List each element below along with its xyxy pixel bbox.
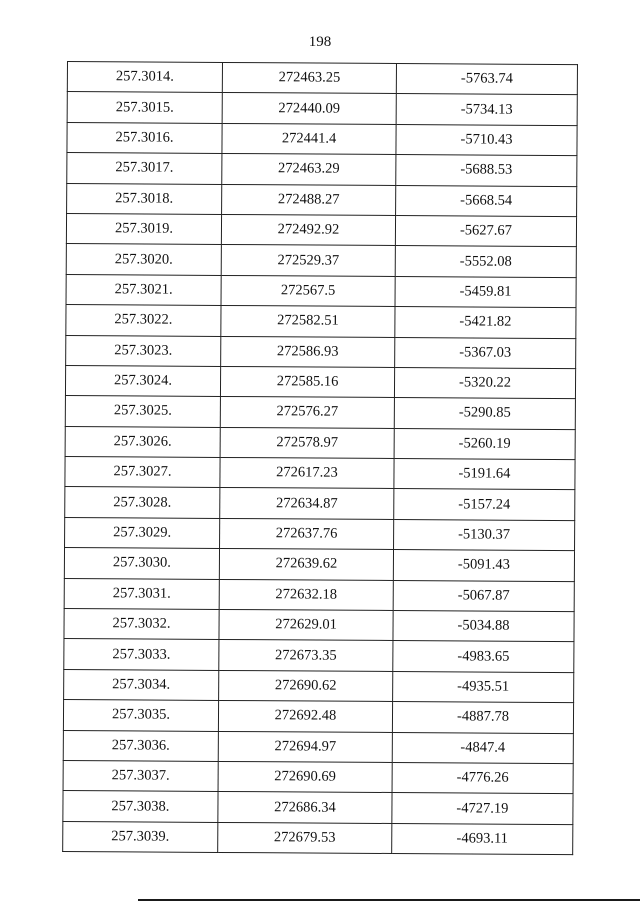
table-row (65, 396, 575, 430)
point-id-cell: 257.3026. (65, 426, 220, 457)
y-coordinate-cell: -5130.37 (394, 519, 575, 550)
table-row (63, 791, 573, 825)
x-coordinate-cell: 272694.97 (218, 731, 392, 762)
y-coordinate-cell: -5710.43 (396, 124, 577, 155)
x-coordinate-cell: 272639.62 (219, 549, 393, 580)
x-coordinate-cell: 272617.23 (220, 458, 394, 489)
table-row (63, 730, 573, 764)
point-id-cell: 257.3022. (66, 305, 221, 336)
y-coordinate-cell: -5034.88 (393, 611, 574, 642)
point-id-cell: 257.3018. (67, 183, 222, 214)
table-row (65, 517, 575, 551)
point-id-cell: 257.3014. (67, 62, 222, 93)
y-coordinate-cell: -5290.85 (394, 398, 575, 429)
bottom-rule (138, 899, 640, 901)
point-id-cell: 257.3017. (67, 153, 222, 184)
y-coordinate-cell: -4983.65 (393, 641, 574, 672)
point-id-cell: 257.3031. (64, 578, 219, 609)
y-coordinate-cell: -4935.51 (393, 671, 574, 702)
point-id-cell: 257.3027. (65, 457, 220, 488)
point-id-cell: 257.3034. (64, 669, 219, 700)
x-coordinate-cell: 272586.93 (221, 336, 395, 367)
point-id-cell: 257.3028. (65, 487, 220, 518)
table-row (65, 426, 575, 460)
point-id-cell: 257.3019. (66, 213, 221, 244)
table-row (64, 639, 574, 673)
table-row (67, 92, 577, 126)
point-id-cell: 257.3035. (63, 700, 218, 731)
table-row (66, 244, 576, 278)
table-row (66, 213, 576, 247)
point-id-cell: 257.3038. (63, 791, 218, 822)
point-id-cell: 257.3033. (64, 639, 219, 670)
x-coordinate-cell: 272441.4 (222, 123, 396, 154)
table-row (67, 183, 577, 217)
table-row (64, 609, 574, 643)
x-coordinate-cell: 272440.09 (222, 93, 396, 124)
x-coordinate-cell: 272492.92 (221, 214, 395, 245)
x-coordinate-cell: 272529.37 (221, 245, 395, 276)
coordinates-table (62, 61, 578, 855)
y-coordinate-cell: -5091.43 (393, 550, 574, 581)
y-coordinate-cell: -5459.81 (395, 276, 576, 307)
point-id-cell: 257.3015. (67, 92, 222, 123)
y-coordinate-cell: -4776.26 (392, 762, 573, 793)
x-coordinate-cell: 272567.5 (221, 275, 395, 306)
y-coordinate-cell: -4847.4 (392, 732, 573, 763)
y-coordinate-cell: -5552.08 (395, 246, 576, 277)
x-coordinate-cell: 272632.18 (219, 579, 393, 610)
x-coordinate-cell: 272585.16 (220, 366, 394, 397)
y-coordinate-cell: -4887.78 (392, 702, 573, 733)
y-coordinate-cell: -5734.13 (396, 94, 577, 125)
table-row (63, 700, 573, 734)
x-coordinate-cell: 272629.01 (219, 609, 393, 640)
y-coordinate-cell: -4693.11 (392, 823, 573, 854)
x-coordinate-cell: 272637.76 (220, 518, 394, 549)
point-id-cell: 257.3023. (66, 335, 221, 366)
y-coordinate-cell: -5627.67 (395, 215, 576, 246)
y-coordinate-cell: -4727.19 (392, 793, 573, 824)
table-row (66, 335, 576, 369)
table-row (67, 153, 577, 187)
x-coordinate-cell: 272679.53 (218, 822, 392, 853)
x-coordinate-cell: 272686.34 (218, 792, 392, 823)
y-coordinate-cell: -5367.03 (395, 337, 576, 368)
table-row (66, 305, 576, 339)
y-coordinate-cell: -5320.22 (394, 367, 575, 398)
x-coordinate-cell: 272673.35 (219, 640, 393, 671)
x-coordinate-cell: 272634.87 (220, 488, 394, 519)
point-id-cell: 257.3016. (67, 122, 222, 153)
table-row (63, 821, 573, 855)
point-id-cell: 257.3037. (63, 760, 218, 791)
y-coordinate-cell: -5688.53 (396, 155, 577, 186)
x-coordinate-cell: 272578.97 (220, 427, 394, 458)
y-coordinate-cell: -5421.82 (395, 307, 576, 338)
y-coordinate-cell: -5260.19 (394, 428, 575, 459)
table-row (65, 487, 575, 521)
point-id-cell: 257.3029. (65, 517, 220, 548)
x-coordinate-cell: 272488.27 (222, 184, 396, 215)
table-row (67, 62, 577, 96)
coordinates-table-body (63, 62, 578, 855)
table-row (64, 578, 574, 612)
x-coordinate-cell: 272576.27 (220, 397, 394, 428)
x-coordinate-cell: 272690.62 (219, 670, 393, 701)
y-coordinate-cell: -5668.54 (396, 185, 577, 216)
page-number: 198 (308, 34, 332, 50)
point-id-cell: 257.3024. (65, 365, 220, 396)
x-coordinate-cell: 272463.29 (222, 154, 396, 185)
x-coordinate-cell: 272582.51 (221, 306, 395, 337)
x-coordinate-cell: 272690.69 (218, 761, 392, 792)
table-row (65, 365, 575, 399)
table-row (66, 274, 576, 308)
point-id-cell: 257.3032. (64, 609, 219, 640)
point-id-cell: 257.3039. (63, 821, 218, 852)
y-coordinate-cell: -5067.87 (393, 580, 574, 611)
y-coordinate-cell: -5763.74 (396, 64, 577, 95)
point-id-cell: 257.3020. (66, 244, 221, 275)
table-row (63, 760, 573, 794)
point-id-cell: 257.3030. (64, 548, 219, 579)
table-row (64, 548, 574, 582)
table-row (67, 122, 577, 156)
point-id-cell: 257.3025. (65, 396, 220, 427)
table-row (64, 669, 574, 703)
y-coordinate-cell: -5191.64 (394, 459, 575, 490)
point-id-cell: 257.3036. (63, 730, 218, 761)
x-coordinate-cell: 272463.25 (222, 62, 396, 93)
y-coordinate-cell: -5157.24 (394, 489, 575, 520)
point-id-cell: 257.3021. (66, 274, 221, 305)
table-row (65, 457, 575, 491)
x-coordinate-cell: 272692.48 (218, 701, 392, 732)
